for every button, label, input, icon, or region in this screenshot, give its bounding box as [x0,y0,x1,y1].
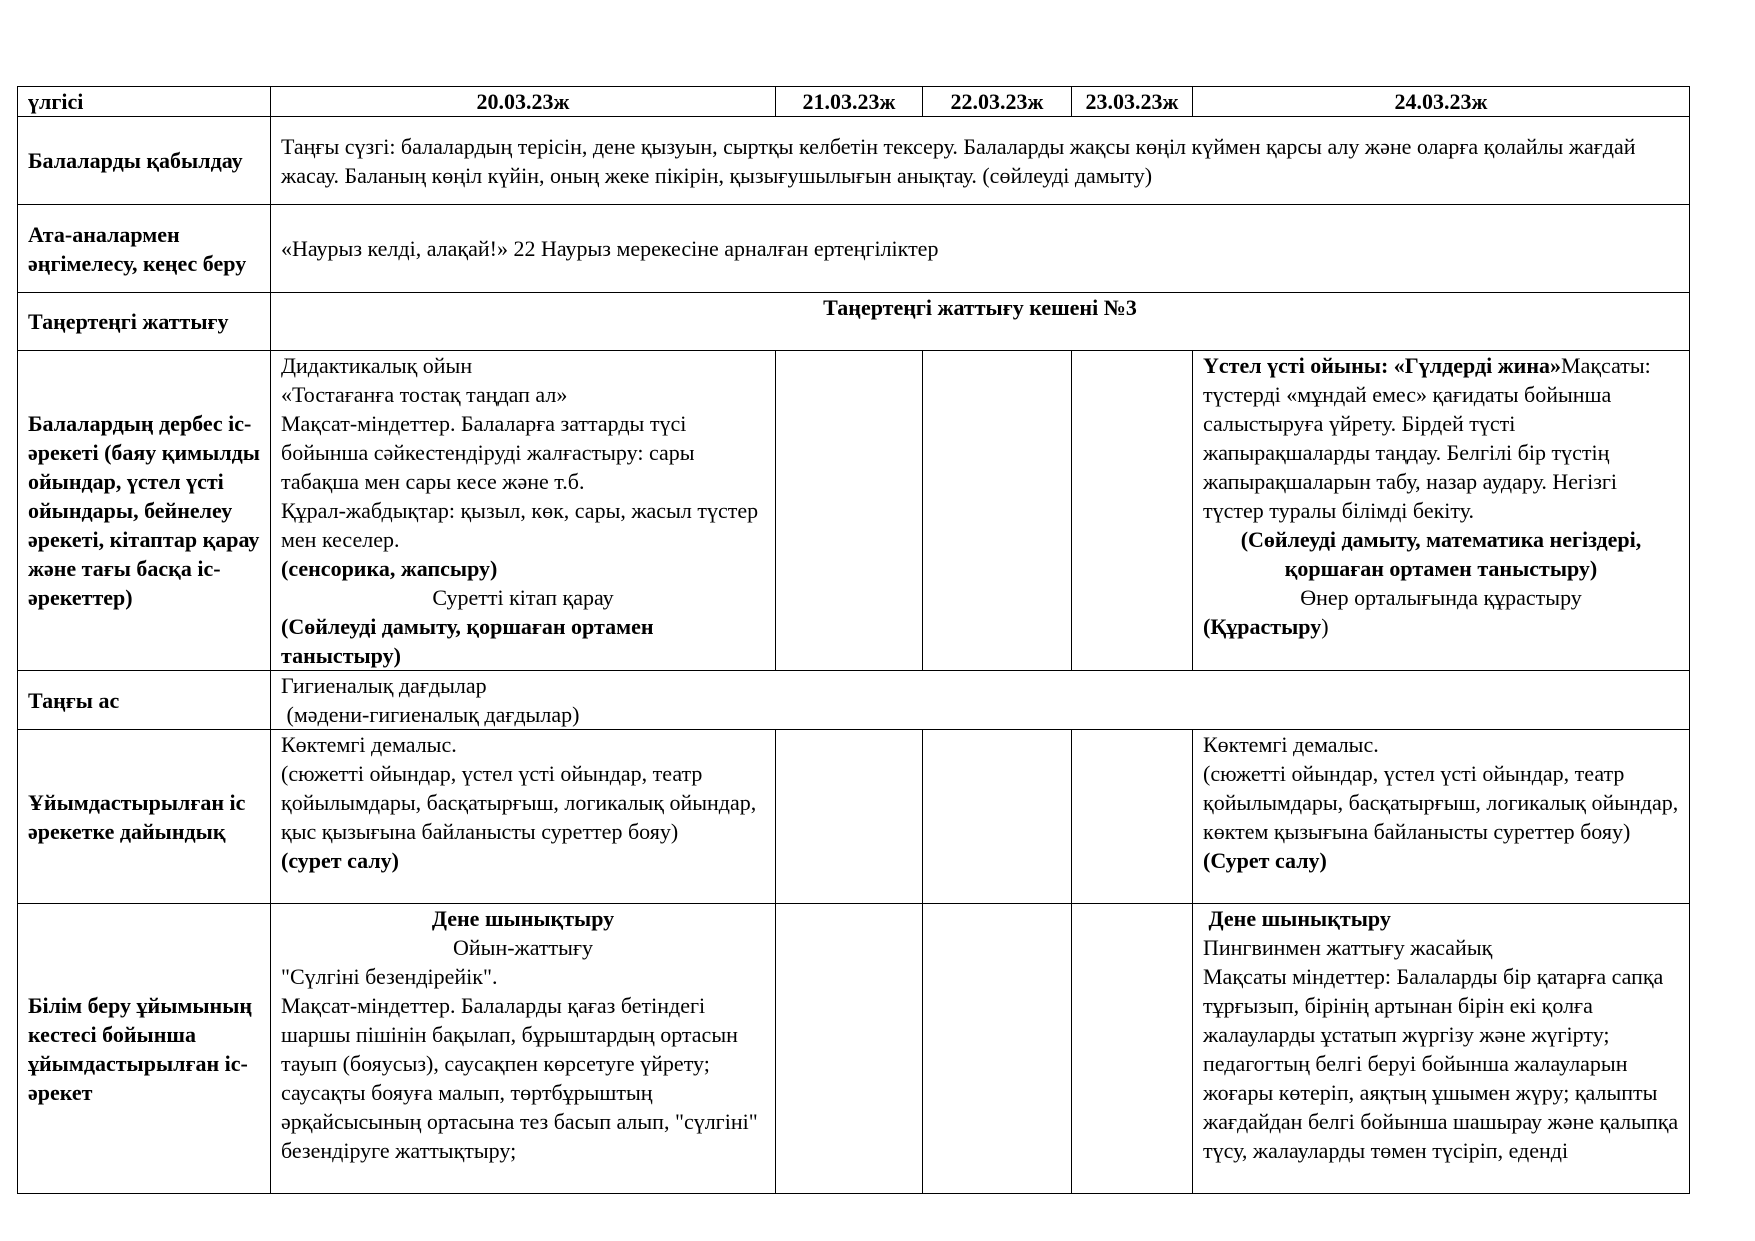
morning-exercise-text: Таңертеңгі жаттығу кешені №3 [271,293,1690,351]
game-title: «Тостағанға тостақ таңдап ал» [281,382,568,407]
prep-day1-subject: (сурет салу) [281,848,400,873]
date-day1: 20.03.23ж [271,87,776,117]
date-day3: 22.03.23ж [923,87,1072,117]
organized-label: Білім беру ұйымының кестесі бойынша ұйымдастырылған іс-әрекет [18,904,271,1194]
preparation-day1 [271,730,776,904]
date-day4: 23.03.23ж [1072,87,1193,117]
org-day1-title: Дене шынықтыру [431,906,615,931]
prep-day5-text: (сюжетті ойындар, үстел үсті ойындар, театр қойылымдары, басқатырғыш, логикалық ойындар, көктем қызығына байланысты суреттер бояу) [1203,761,1679,844]
art-center-activity: Өнер орталығында құрастыру [1300,585,1582,610]
header-row [18,87,1690,117]
independent-day2 [776,351,923,671]
prep-day1-title: Көктемгі демалыс. [281,732,457,757]
breakfast-row [18,671,1690,730]
reception-row [18,117,1690,205]
preparation-day3 [923,730,1072,904]
organized-day1 [271,904,776,1194]
independent-label: Балалардың дербес іс-әрекеті (баяу қимылды ойындар, үстел үсті ойындары, бейнелеу әрекеті, кітаптар қарау және тағы басқа іс-әрекеттер) [18,351,271,671]
game-type: Дидактикалық ойын [281,353,473,378]
parents-row [18,205,1690,293]
organized-day5 [1193,904,1690,1194]
independent-row [18,351,1690,671]
book-activity: Суретті кітап қарау [432,585,614,610]
construction-subject: (Құрастыру [1203,614,1322,639]
org-day1-goal: Мақсат-міндеттер. Балаларды қағаз бетіндегі шаршы пішінін бақылап, бұрыштардың ортасын тауып (бояусыз), саусақпен көрсетуге үйрету; саусақты бояуға малып, төртбұрыштың әрқайсысының ортасына тез басып алып, "сүлгіні" безендіруге жаттықтыру; [281,993,758,1163]
org-day1-name: "Сүлгіні безендірейік". [281,964,498,989]
independent-day5 [1193,351,1690,671]
org-day1-subtitle: Ойын-жаттығу [453,935,593,960]
preparation-row [18,730,1690,904]
organized-row [18,904,1690,1194]
header-label: үлгісі [18,87,271,117]
table-game-title: Үстел үсті ойыны: «Гүлдерді жина» [1203,353,1562,378]
organized-day4 [1072,904,1193,1194]
morning-exercise-label: Таңертеңгі жаттығу [18,293,271,351]
organized-day2 [776,904,923,1194]
table-game-text: Мақсаты: түстерді «мұндай емес» қағидаты бойынша салыстыруға үйрету. Бірдей түсті жапырақшаларды таңдау. Белгілі бір түстің жапырақшаларын табу, назар аудару. Негізгі түстер туралы білімді бекіту. [1203,353,1651,523]
preparation-day2 [776,730,923,904]
morning-exercise-row [18,293,1690,351]
prep-day1-text: (сюжетті ойындар, үстел үсті ойындар, театр қойылымдары, басқатырғыш, логикалық ойындар, қыс қызығына байланысты суреттер бояу) [281,761,757,844]
breakfast-line1: Гигиеналық дағдылар [281,673,487,698]
date-day5: 24.03.23ж [1193,87,1690,117]
game-equipment: Құрал-жабдықтар: қызыл, көк, сары, жасыл түстер мен кеселер. [281,498,759,552]
preparation-day5 [1193,730,1690,904]
preparation-label: Ұйымдастырылған іс әрекетке дайындық [18,730,271,904]
parents-text: «Наурыз келді, алақай!» 22 Наурыз мерекесіне арналған ертеңгіліктер [271,205,1690,293]
game-goal: Мақсат-міндеттер. Балаларға заттарды түсі бойынша сәйкестендіруді жалғастыру: сары табақша мен сары кесе және т.б. [281,411,695,494]
game-subjects: (сенсорика, жапсыру) [281,556,498,581]
prep-day5-title: Көктемгі демалыс. [1203,732,1379,757]
breakfast-text [271,671,1690,730]
independent-day4 [1072,351,1193,671]
independent-day3 [923,351,1072,671]
book-subjects: (Сөйлеуді дамыту, қоршаған ортамен таныстыру) [281,614,654,668]
prep-day5-subject: (Сурет салу) [1203,848,1327,873]
org-day5-goal: Мақсаты міндеттер: Балаларды бір қатарға сапқа тұрғызып, бірінің артынан бірін екі қолға жалауларды ұстатып жүргізу және жүгірту; педагогтың белгі беруі бойынша жалауларын жоғары көтеріп, аяқтың ұшымен жүру; қалыпты жағдайдан белгі бойынша шашырау және қалыпқа түсу, жалауларды төмен түсіріп, еденді [1203,964,1679,1163]
org-day5-name: Пингвинмен жаттығу жасайық [1203,935,1493,960]
table-game-subjects: (Сөйлеуді дамыту, математика негіздері, қоршаған ортамен таныстыру) [1240,527,1642,581]
preparation-day4 [1072,730,1193,904]
reception-text: Таңғы сүзгі: балалардың терісін, дене қызуын, сыртқы келбетін тексеру. Балаларды жақсы көңіл күймен қарсы алу және оларға қолайлы жағдай жасау. Баланың көңіл күйін, оның жеке пікірін, қызығушылығын анықтау. (сөйлеуді дамыту) [271,117,1690,205]
reception-label: Балаларды қабылдау [18,117,271,205]
organized-day3 [923,904,1072,1194]
construction-paren: ) [1321,614,1329,639]
weekly-plan-table [17,86,1690,1194]
breakfast-line2: (мәдени-гигиеналық дағдылар) [281,702,580,727]
parents-label: Ата-аналармен әңгімелесу, кеңес беру [18,205,271,293]
org-day5-title: Дене шынықтыру [1203,906,1391,931]
date-day2: 21.03.23ж [776,87,923,117]
independent-day1 [271,351,776,671]
breakfast-label: Таңғы ас [18,671,271,730]
